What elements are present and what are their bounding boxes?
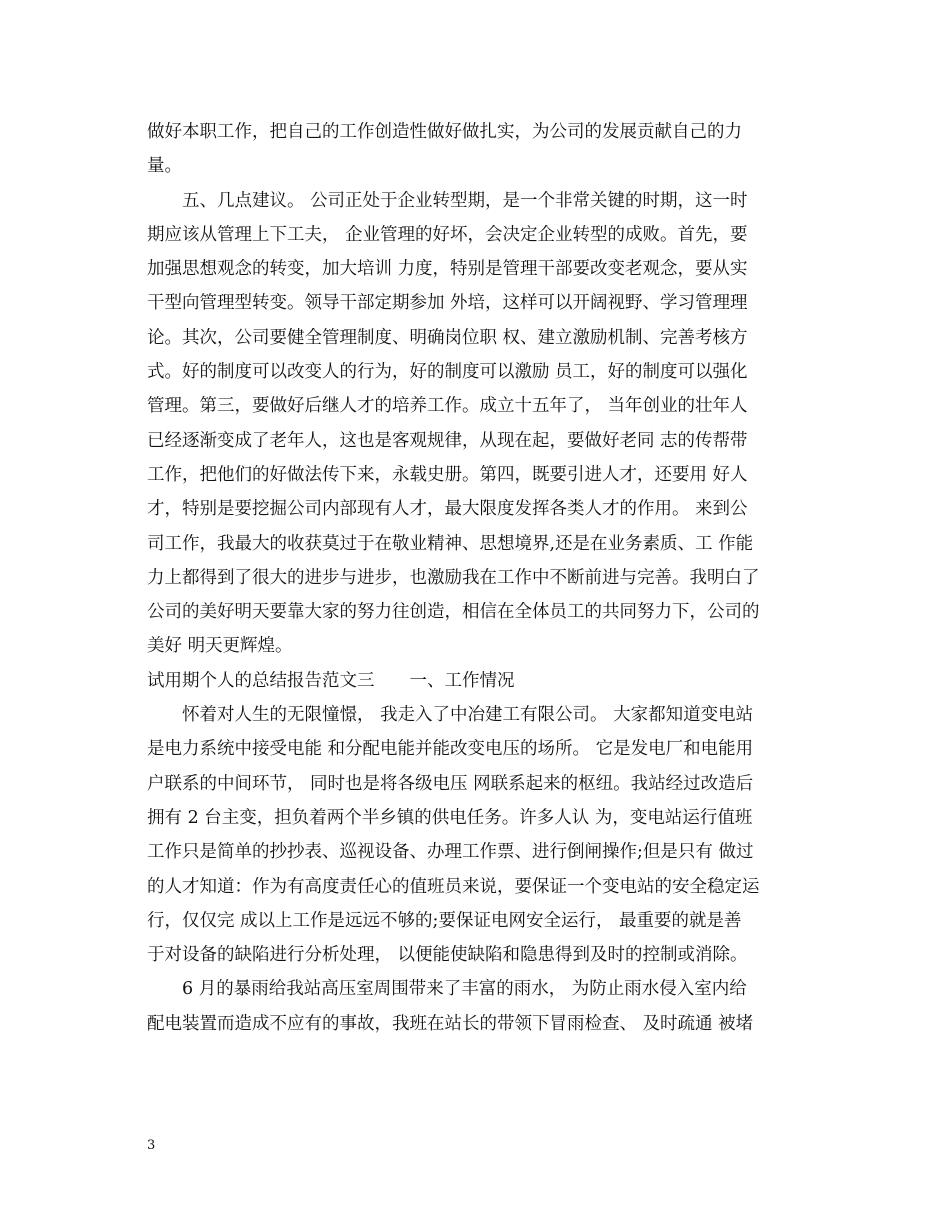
text-line: 做好本职工作，把自己的工作创造性做好做扎实，为公司的发展贡献自己的力	[147, 122, 742, 142]
text-line: 配电装置而造成不应有的事故，我班在站长的带领下冒雨检查、 及时疏通 被堵	[147, 1013, 754, 1034]
text-line: 工作，把他们的好做法传下来，永载史册。第四，既要引进人才，还要用 好人	[147, 464, 748, 485]
text-line: 管理。第三，要做好后继人才的培养工作。成立十五年了， 当年创业的壮年人	[147, 396, 748, 417]
text-line: 于对设备的缺陷进行分析处理， 以便能使缺陷和隐患得到及时的控制或消除。	[147, 945, 748, 966]
text-line: 公司的美好明天要靠大家的努力往创造，相信在全体员工的共同努力下，公司的	[147, 602, 760, 623]
text-line: 干型向管理型转变。领导干部定期参加 外培，这样可以开阔视野、学习管理理	[147, 293, 748, 314]
text-line: 已经逐渐变成了老年人，这也是客观规律，从现在起，要做好老同 志的传帮带	[147, 430, 748, 451]
page-number: 3	[147, 1138, 156, 1153]
text-line: 拥有 2 台主变，担负着两个半乡镇的供电任务。许多人认 为，变电站运行值班	[147, 807, 753, 828]
text-line: 司工作，我最大的收获莫过于在敬业精神、思想境界,还是在业务素质、工 作能	[147, 533, 754, 554]
text-line: 工作只是简单的抄抄表、巡视设备、办理工作票、进行倒闸操作;但是只有 做过	[147, 842, 754, 863]
text-line: 力上都得到了很大的进步与进步，也激励我在工作中不断前进与完善。我明白了	[147, 567, 760, 588]
text-line: 美好 明天更辉煌。	[147, 636, 293, 657]
text-line: 期应该从管理上下工夫， 企业管理的好坏，会决定企业转型的成败。首先，要	[147, 224, 748, 245]
text-line: 行，仅仅完 成以上工作是远远不够的;要保证电网安全运行， 最重要的就是善	[147, 910, 742, 931]
text-line: 是电力系统中接受电能 和分配电能并能改变电压的场所。 它是发电厂和电能用	[147, 739, 754, 760]
text-line: 怀着对人生的无限憧憬， 我走入了中冶建工有限公司。 大家都知道变电站	[147, 705, 754, 726]
text-line: 量。	[147, 156, 182, 177]
text-line: 6 月的暴雨给我站高压室周围带来了丰富的雨水， 为防止雨水侵入室内给	[147, 979, 747, 1000]
text-line: 论。其次，公司要健全管理制度、明确岗位职 权、建立激励机制、完善考核方	[147, 327, 748, 348]
text-line: 才，特别是要挖掘公司内部现有人才，最大限度发挥各类人才的作用。 来到公	[147, 499, 748, 520]
text-line: 的人才知道：作为有高度责任心的值班员来说，要保证一个变电站的安全稳定运	[147, 876, 760, 897]
text-line: 户联系的中间环节， 同时也是将各级电压 网联系起来的枢纽。我站经过改造后	[147, 773, 754, 794]
text-line: 五、几点建议。 公司正处于企业转型期，是一个非常关键的时期，这一时	[147, 190, 748, 211]
section-heading-line: 试用期个人的总结报告范文三 一、工作情况	[147, 670, 515, 691]
document-body	[147, 115, 807, 1041]
text-line: 式。好的制度可以改变人的行为，好的制度可以激励 员工，好的制度可以强化	[147, 362, 748, 383]
text-line: 加强思想观念的转变，加大培训 力度，特别是管理干部要改变老观念，要从实	[147, 259, 748, 280]
